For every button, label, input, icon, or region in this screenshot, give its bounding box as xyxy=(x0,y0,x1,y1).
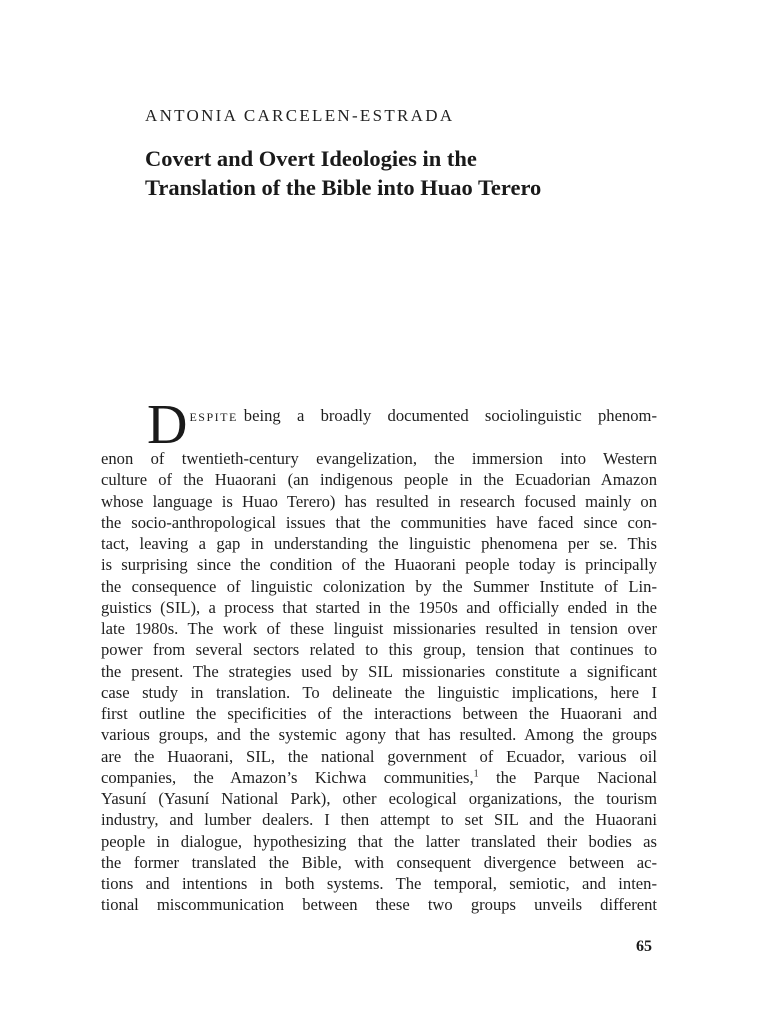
body-text xyxy=(101,394,657,916)
body-line: culture of the Huaorani (an indigenous people in the Ecuadorian Amazon xyxy=(101,470,657,490)
body-line: power from several sectors related to this group, tension that continues to xyxy=(101,640,657,660)
body-line-segment: the Parque Nacional xyxy=(478,767,657,787)
body-line: the socio-anthropological issues that the communities have faced since con- xyxy=(101,512,657,532)
article-title xyxy=(145,144,665,202)
body-line: the former translated the Bible, with consequent divergence between ac- xyxy=(101,852,657,872)
small-caps-word: espite xyxy=(189,406,238,425)
body-line: industry, and lumber dealers. I then attempt to set SIL and the Huaorani xyxy=(101,810,657,830)
body-line: late 1980s. The work of these linguist missionaries resulted in tension over xyxy=(101,619,657,638)
page-number: 65 xyxy=(636,938,652,955)
title-line: Covert and Overt Ideologies in the xyxy=(145,146,477,171)
body-line-with-footnote xyxy=(101,767,657,788)
body-line: enon of twentieth-century evangelization, the immersion into Western xyxy=(101,449,657,468)
body-line: tional miscommunication between these two groups unveils different xyxy=(101,895,657,915)
body-line: people in dialogue, hypothesizing that the latter translated their bodies as xyxy=(101,831,657,851)
body-line: guistics (SIL), a process that started in the 1950s and officially ended in the xyxy=(101,597,657,617)
body-line: are the Huaorani, SIL, the national government of Ecuador, various oil xyxy=(101,746,657,766)
first-line-text: being a broadly documented sociolinguistic phenom- xyxy=(243,406,657,425)
author-name: ANTONIA CARCELEN-ESTRADA xyxy=(145,106,455,125)
body-line: tact, leaving a gap in understanding the linguistic phenomena per se. This xyxy=(101,534,657,553)
body-line: the consequence of linguistic colonization by the Summer Institute of Lin- xyxy=(101,576,657,596)
footnote-ref[interactable]: 1 xyxy=(473,768,479,780)
body-line: Yasuní (Yasuní National Park), other ecological organizations, the tourism xyxy=(101,789,657,808)
body-line: tions and intentions in both systems. The temporal, semiotic, and inten- xyxy=(101,874,657,893)
body-line-segment: companies, the Amazon’s Kichwa communities, xyxy=(101,767,474,787)
body-line: case study in translation. To delineate the linguistic implications, here I xyxy=(101,682,657,702)
title-line: Translation of the Bible into Huao Terero xyxy=(145,175,542,200)
drop-cap: D xyxy=(147,394,188,456)
body-line: various groups, and the systemic agony that has resulted. Among the groups xyxy=(101,725,657,745)
body-line: is surprising since the condition of the Huaorani people today is principally xyxy=(101,555,657,575)
body-line: whose language is Huao Terero) has resulted in research focused mainly on xyxy=(101,491,657,511)
body-line: the present. The strategies used by SIL missionaries constitute a significant xyxy=(101,661,657,681)
body-line: first outline the specificities of the interactions between the Huaorani and xyxy=(101,704,657,723)
first-line xyxy=(101,394,657,456)
